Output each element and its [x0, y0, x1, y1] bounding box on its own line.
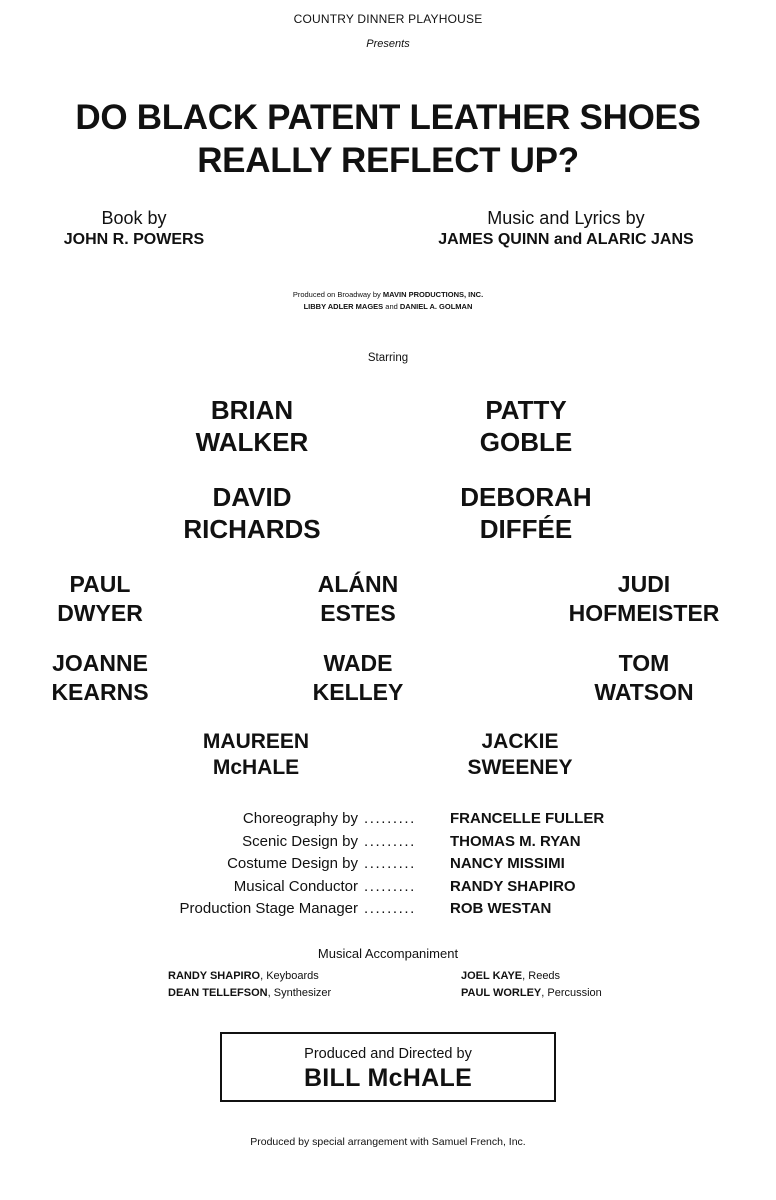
musician [461, 968, 721, 985]
team-member: FRANCELLE FULLER [450, 810, 605, 827]
music-authors: JAMES QUINN and ALARIC JANS [438, 231, 694, 248]
director-box [220, 1032, 556, 1102]
team-role: Costume Design by [227, 855, 358, 873]
musicians-right [461, 968, 721, 1002]
team-member: NANCY MISSIMI [450, 855, 565, 873]
star-first-name: DAVID [212, 482, 292, 512]
book-credit [40, 208, 228, 249]
star-name [122, 394, 382, 458]
team-leader-dots: ......... [364, 900, 416, 918]
cast-last-name: WATSON [594, 678, 694, 705]
cast-last-name: KELLEY [312, 678, 404, 705]
cast-first-name: WADE [323, 650, 393, 676]
musician-instrument: , Keyboards [260, 970, 319, 982]
star-name [122, 481, 382, 545]
musician-name: DEAN TELLEFSON [168, 987, 268, 999]
broadway-producer: MAVIN PRODUCTIONS, INC. [382, 290, 484, 299]
cast-last-name: SWEENEY [467, 756, 573, 779]
team-role: Scenic Design by [242, 832, 358, 850]
star-name [396, 394, 656, 458]
cast-name [238, 570, 478, 627]
broadway-line2 [0, 301, 776, 313]
musician-name: JOEL KAYE [461, 970, 523, 982]
broadway-prefix: Produced on Broadway by [292, 290, 381, 299]
musician [461, 985, 721, 1002]
team-row [140, 808, 660, 831]
star-first-name: PATTY [485, 395, 567, 425]
team-row [140, 876, 660, 899]
broadway-producers [0, 289, 776, 313]
cast-name [524, 649, 764, 706]
team-member: RANDY SHAPIRO [450, 877, 576, 895]
cast-first-name: JOANNE [52, 650, 148, 676]
cast-name [400, 729, 640, 781]
cast-first-name: MAUREEN [202, 730, 310, 753]
team-leader-dots: ......... [364, 855, 416, 873]
cast-first-name: JUDI [617, 571, 671, 597]
director-label: Produced and Directed by [304, 1046, 472, 1062]
team-member: ROB WESTAN [450, 900, 552, 918]
team-role: Choreography by [242, 810, 358, 827]
broadway-and: and [385, 302, 398, 311]
cast-name [136, 729, 376, 781]
team-member: THOMAS M. RYAN [450, 832, 581, 850]
cast-last-name: McHALE [212, 756, 300, 779]
cast-first-name: JACKIE [481, 730, 559, 753]
rights-notice: Produced by special arrangement with Samuel French, Inc. [250, 1136, 526, 1148]
team-leader-dots: ......... [364, 810, 416, 827]
star-last-name: GOBLE [479, 427, 573, 457]
broadway-producer-1: LIBBY ADLER MAGES [303, 302, 384, 311]
cast-first-name: PAUL [69, 571, 131, 597]
team-role: Musical Conductor [233, 877, 358, 895]
book-author: JOHN R. POWERS [63, 231, 205, 248]
star-last-name: WALKER [195, 427, 309, 457]
musician-name: PAUL WORLEY [461, 987, 542, 999]
production-team [140, 808, 660, 921]
venue-name: COUNTRY DINNER PLAYHOUSE [293, 12, 483, 26]
star-first-name: DEBORAH [460, 482, 592, 512]
star-first-name: BRIAN [210, 395, 294, 425]
cast-last-name: HOFMEISTER [568, 599, 720, 626]
cast-first-name: TOM [618, 650, 670, 676]
show-title-line1: DO BLACK PATENT LEATHER SHOES [75, 98, 701, 137]
star-last-name: DIFFÉE [479, 514, 573, 544]
star-last-name: RICHARDS [183, 514, 321, 544]
team-leader-dots: ......... [364, 832, 416, 850]
show-title [0, 96, 776, 182]
musician-instrument: , Synthesizer [267, 987, 332, 999]
broadway-line1 [0, 289, 776, 301]
cast-name [0, 649, 220, 706]
cast-name [0, 570, 220, 627]
star-name [396, 481, 656, 545]
team-row [140, 853, 660, 876]
team-leader-dots: ......... [364, 877, 416, 895]
book-label: Book by [101, 208, 167, 228]
music-label: Music and Lyrics by [487, 208, 645, 228]
musician-instrument: , Percussion [541, 987, 602, 999]
team-role: Production Stage Manager [179, 900, 358, 918]
musician [168, 985, 428, 1002]
team-row [140, 831, 660, 854]
cast-last-name: KEARNS [51, 678, 149, 705]
team-row [140, 898, 660, 921]
accompaniment-title: Musical Accompaniment [317, 946, 459, 961]
musicians-left [168, 968, 428, 1002]
presents-label: Presents [366, 38, 410, 50]
music-credit [398, 208, 734, 249]
show-title-line2: REALLY REFLECT UP? [197, 141, 579, 180]
cast-name [524, 570, 764, 627]
musician [168, 968, 428, 985]
cast-last-name: DWYER [57, 599, 143, 626]
cast-name [238, 649, 478, 706]
starring-label: Starring [367, 352, 409, 364]
director-name: BILL McHALE [303, 1064, 473, 1092]
cast-first-name: ALÁNN [317, 571, 399, 597]
cast-last-name: ESTES [320, 599, 396, 626]
musician-name: RANDY SHAPIRO [168, 970, 261, 982]
broadway-producer-2: DANIEL A. GOLMAN [399, 302, 473, 311]
musician-instrument: , Reeds [522, 970, 561, 982]
